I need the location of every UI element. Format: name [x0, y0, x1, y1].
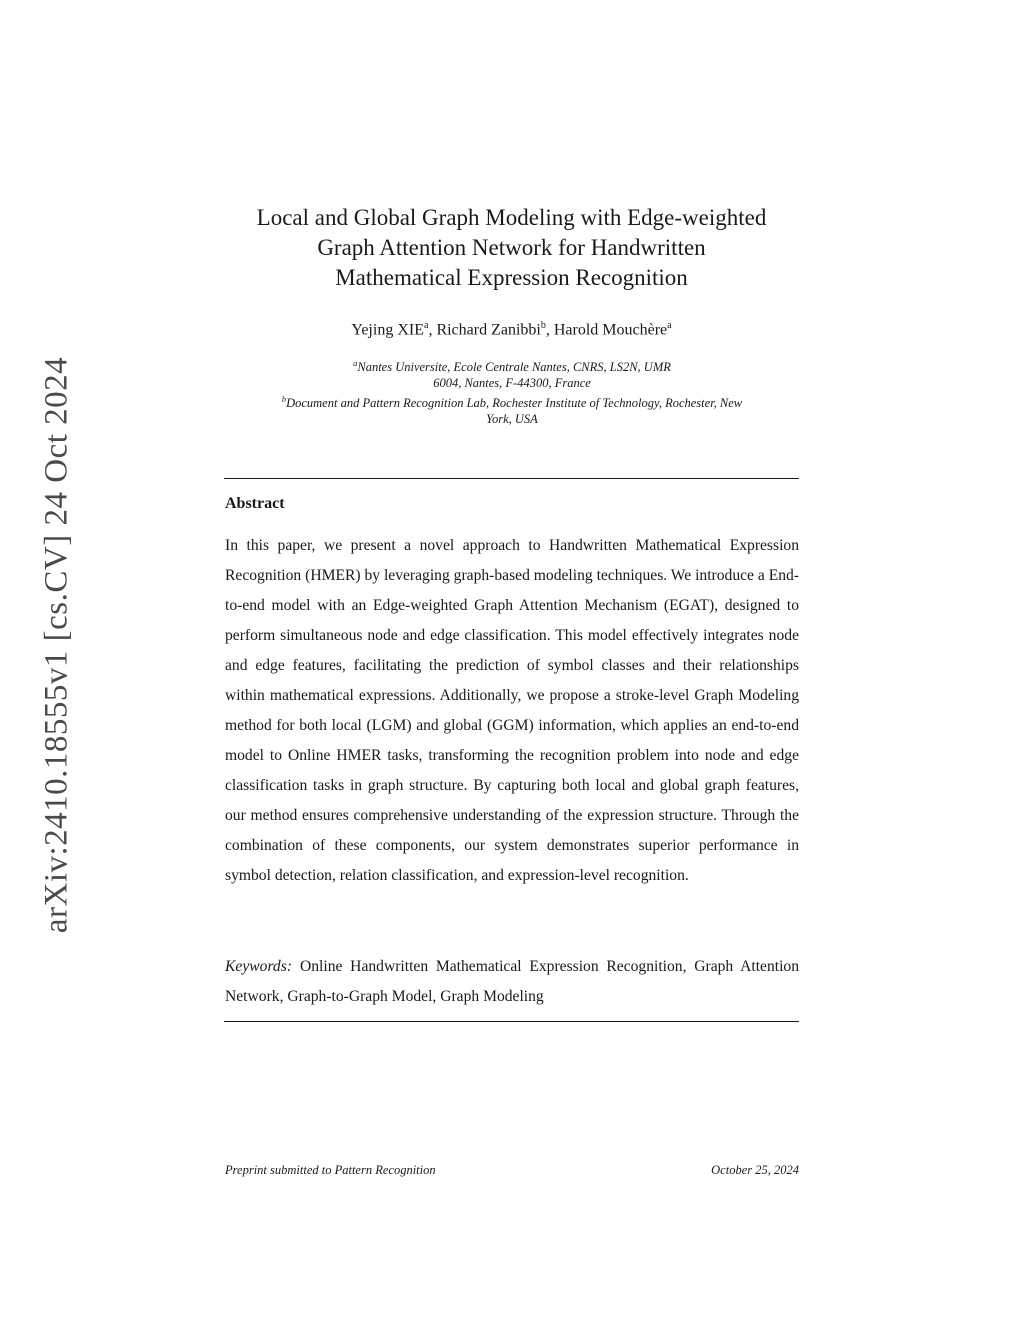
top-rule — [224, 478, 799, 479]
footer-date: October 25, 2024 — [711, 1163, 799, 1177]
bottom-rule — [224, 1021, 799, 1022]
paper-title — [224, 203, 799, 293]
keywords-text: Online Handwritten Mathematical Expression Recognition, Graph Attention Network, Graph-to-Graph Model, Graph Modeling — [225, 958, 799, 1005]
author-affil-mark: a — [423, 320, 429, 331]
abstract-heading: Abstract — [225, 495, 285, 512]
affiliation-mark: b — [281, 394, 287, 405]
keywords — [225, 952, 799, 1012]
keywords-label: Keywords: — [225, 958, 292, 975]
author-affil-mark: a — [667, 320, 672, 331]
affiliation-mark: a — [353, 358, 358, 368]
author-name: Yejing XIE — [351, 321, 424, 339]
author-separator: , — [545, 321, 554, 339]
title-line: Mathematical Expression Recognition — [335, 265, 688, 290]
author-list — [224, 320, 799, 339]
affiliation-b-line: York, USA — [486, 412, 538, 427]
affiliation-a-line: 6004, Nantes, F-44300, France — [433, 376, 591, 391]
arxiv-identifier: arXiv:2410.18555v1 [cs.CV] 24 Oct 2024 — [38, 356, 75, 934]
author-affil-mark: b — [540, 320, 546, 331]
abstract-text: In this paper, we present a novel approach to Handwritten Mathematical Expression Recognition (HMER) by leveraging graph-based modeling techniques. We introduce a End-to-end model with an Edge-weighted Graph Attention Mechanism (EGAT), designed to perform simultaneous node and edge classification. This model effectively integrates node and edge features, facilitating the prediction of symbol classes and their relationships within mathematical expressions. Additionally, we propose a stroke-level Graph Modeling method for both local (LGM) and global (GGM) information, which applies an end-to-end model to Online HMER tasks, transforming the recognition problem into node and edge classification tasks in graph structure. By capturing both local and global graph features, our method ensures comprehensive understanding of the expression structure. Through the combination of these components, our system demonstrates superior performance in symbol detection, relation classification, and expression-level recognition. — [225, 537, 799, 884]
author-name: Harold Mouchère — [553, 321, 668, 339]
footer-preprint-note: Preprint submitted to Pattern Recognition — [225, 1163, 436, 1177]
author-name: Richard Zanibbi — [436, 321, 541, 339]
affiliation-b-line: $^b$Document and Pattern Recognition Lab, Rochester Institute of Technology, Rochester, New — [281, 394, 743, 411]
title-line: Graph Attention Network for Handwritten — [317, 235, 706, 260]
affiliation-a-line: $^a$Nantes Universite, Ecole Centrale Nantes, CNRS, LS2N, UMR — [353, 358, 671, 375]
title-line: Local and Global Graph Modeling with Edge-weighted — [256, 205, 767, 230]
author-separator: , — [428, 321, 437, 339]
affiliations — [222, 355, 802, 427]
